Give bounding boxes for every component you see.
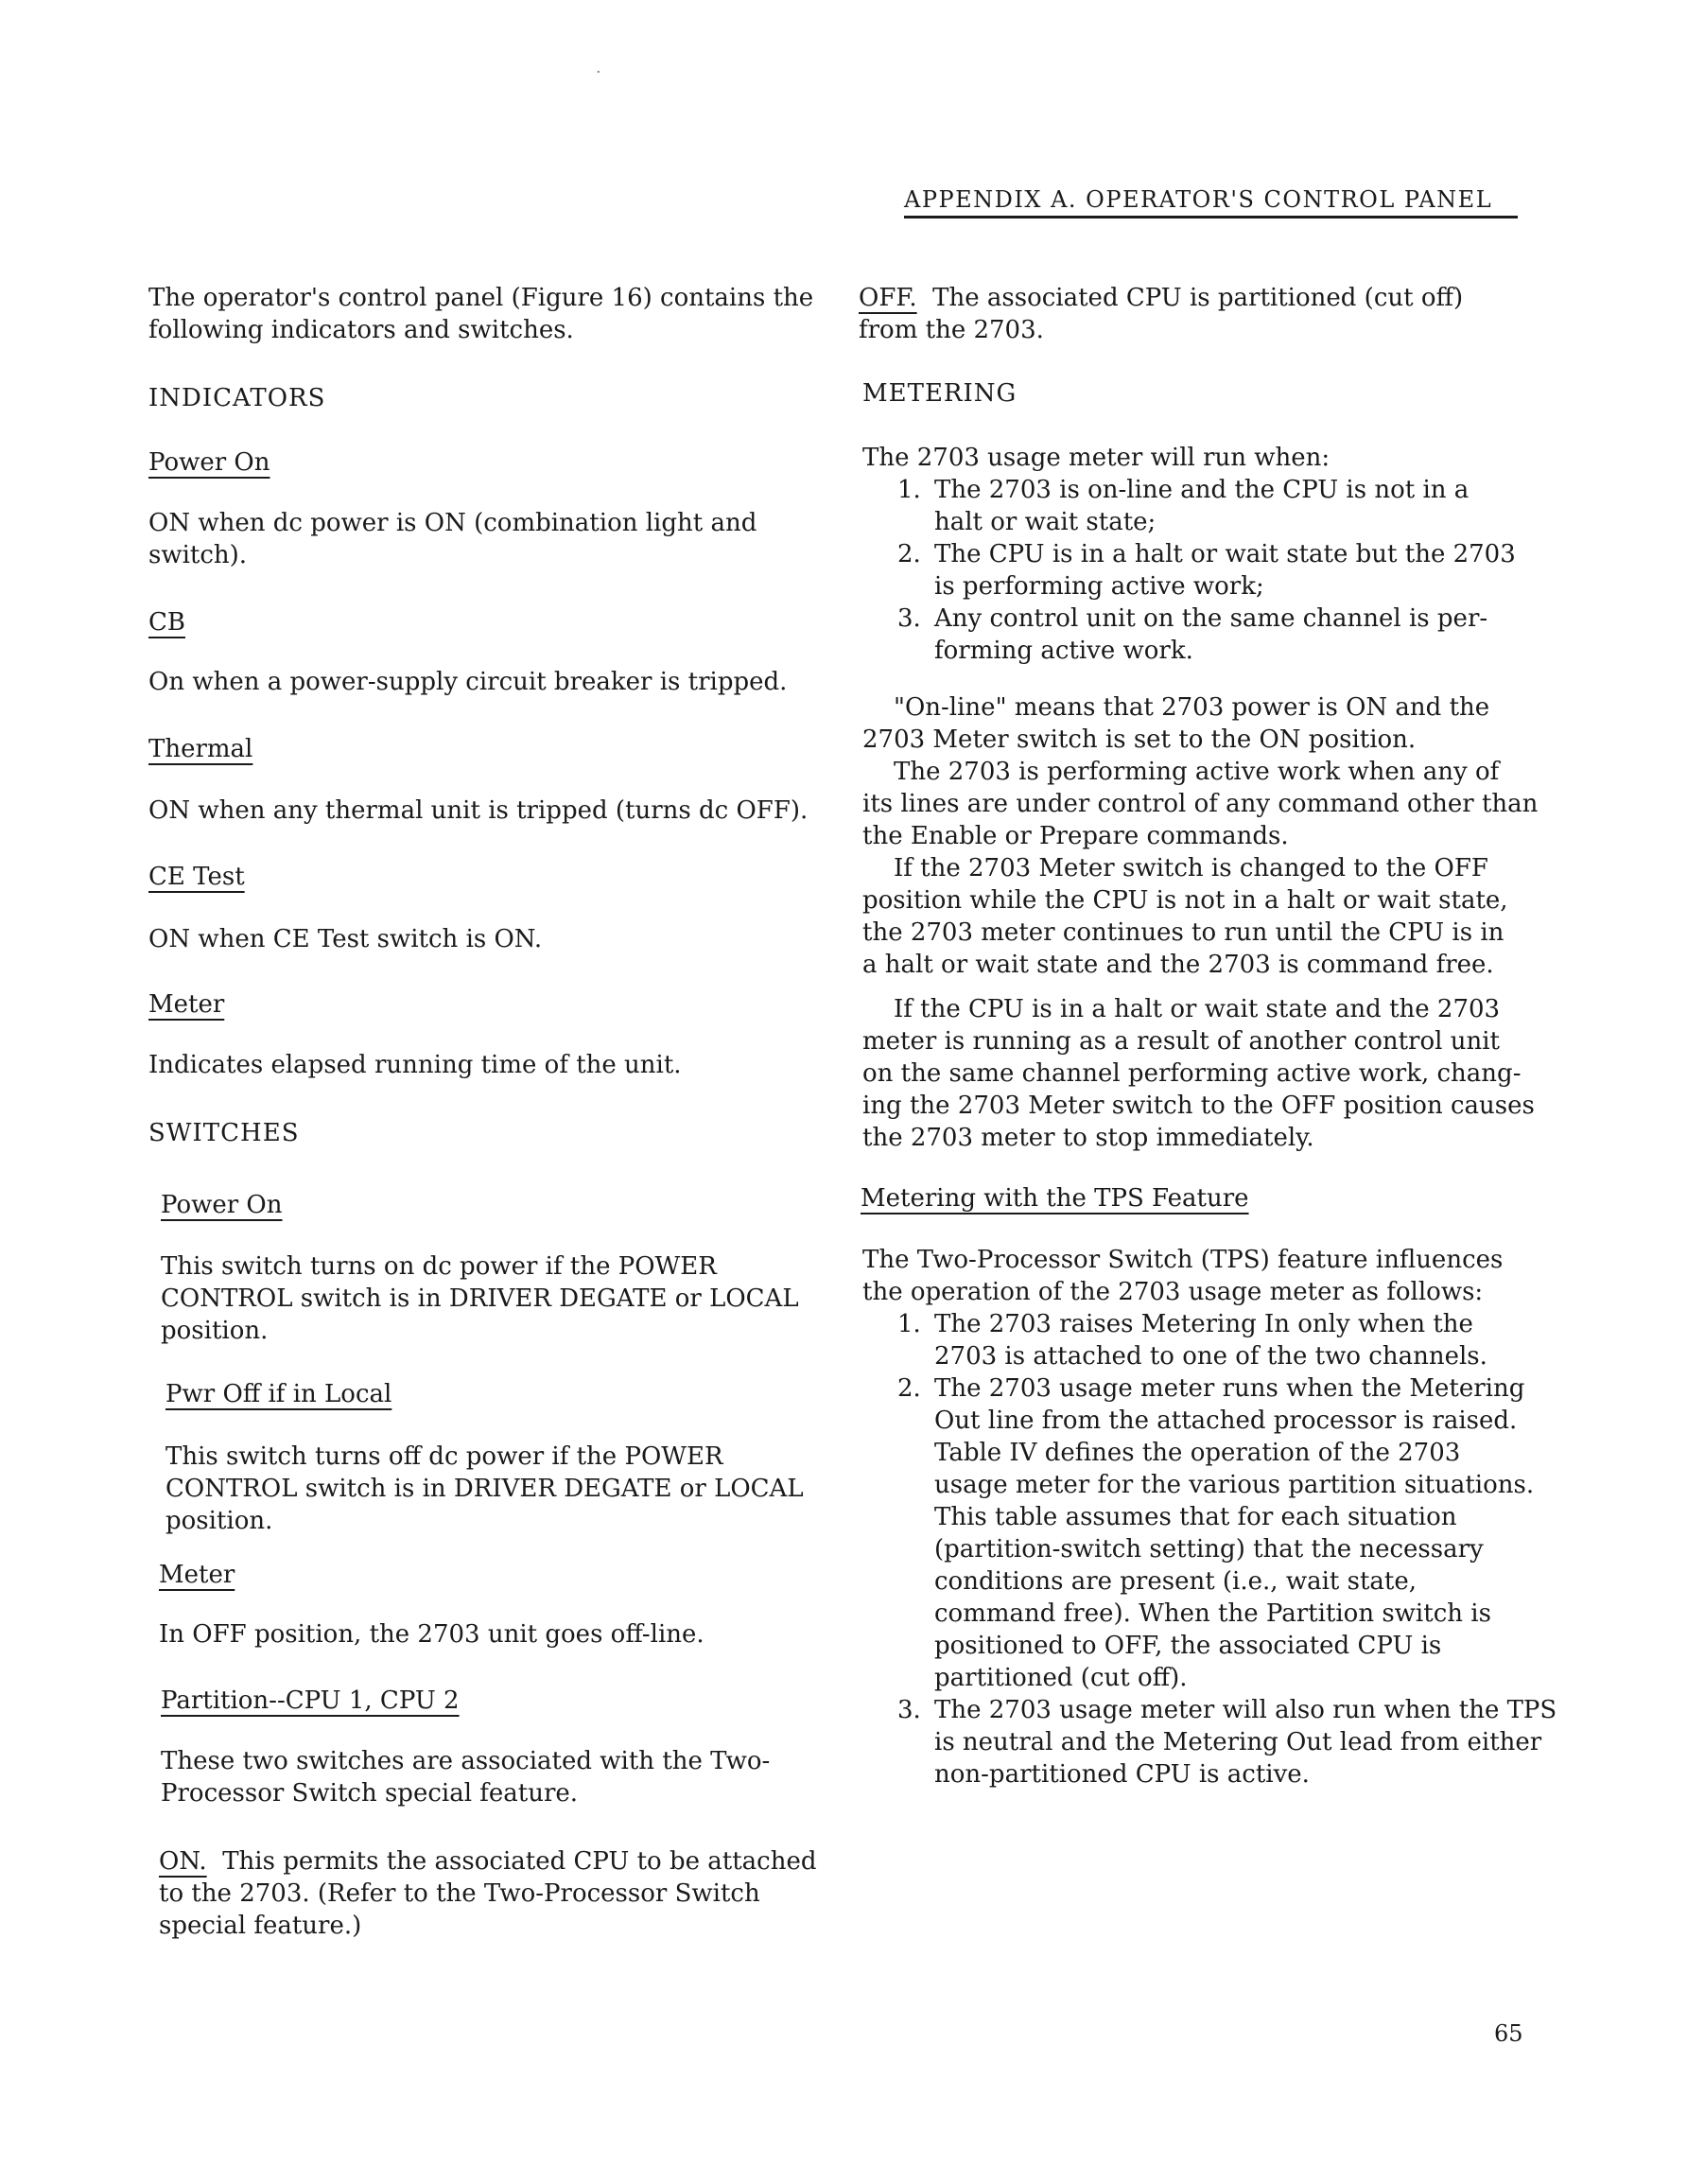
indicators-heading: INDICATORS [148, 384, 326, 412]
list-item: This table assumes that for each situation [934, 1503, 1457, 1531]
online-paragraph: the 2703 meter continues to run until the CPU is in [862, 918, 1504, 947]
off-text: from the 2703. [859, 316, 1044, 344]
power-on-text: ON when dc power is ON (combination light and [148, 509, 757, 537]
tps-intro: the operation of the 2703 usage meter as follows: [862, 1278, 1484, 1306]
list-num: 1. [897, 476, 921, 504]
list-item: Out line from the attached processor is raised. [934, 1406, 1518, 1435]
sw-power-on-text: CONTROL switch is in DRIVER DEGATE or LOCAL [161, 1284, 799, 1313]
list-item: usage meter for the various partition situations. [934, 1471, 1535, 1499]
meter-title: Meter [148, 990, 225, 1019]
meter-intro: The 2703 usage meter will run when: [862, 444, 1330, 472]
list-item: is performing active work; [934, 572, 1264, 601]
online-paragraph: a halt or wait state and the 2703 is command free. [862, 951, 1494, 979]
sw-power-on-text: This switch turns on dc power if the POWER [161, 1252, 717, 1281]
on-text: special feature.) [159, 1912, 362, 1940]
list-num: 2. [897, 1374, 921, 1403]
tps-intro: The Two-Processor Switch (TPS) feature influences [862, 1246, 1504, 1274]
thermal-text: ON when any thermal unit is tripped (turns dc OFF). [148, 796, 809, 825]
pwr-off-title: Pwr Off if in Local [165, 1380, 392, 1408]
intro-line: following indicators and switches. [148, 316, 574, 344]
online-paragraph: its lines are under control of any command other than [862, 790, 1539, 818]
appendix-header: APPENDIX A. OPERATOR'S CONTROL PANEL [904, 185, 1518, 218]
list-item: command free). When the Partition switch is [934, 1599, 1491, 1628]
halt-paragraph: the 2703 meter to stop immediately. [862, 1124, 1314, 1152]
meter-text: Indicates elapsed running time of the unit. [148, 1051, 682, 1079]
sw-power-on-title: Power On [161, 1191, 283, 1219]
off-text: The associated CPU is partitioned (cut off) [932, 284, 1464, 312]
sw-meter-text: In OFF position, the 2703 unit goes off-line. [159, 1620, 704, 1649]
list-item: The 2703 usage meter will also run when the TPS [934, 1696, 1557, 1724]
cb-title: CB [148, 608, 185, 637]
intro-line: The operator's control panel (Figure 16) contains the [148, 284, 814, 312]
on-label: ON. [159, 1847, 207, 1876]
list-item: 2703 is attached to one of the two channels. [934, 1342, 1487, 1371]
list-item: is neutral and the Metering Out lead from either [934, 1728, 1542, 1756]
list-item: forming active work. [934, 637, 1193, 665]
halt-paragraph: If the CPU is in a halt or wait state and the 2703 [894, 995, 1501, 1023]
page-number: 65 [1494, 2020, 1523, 2047]
switches-heading: SWITCHES [148, 1119, 300, 1147]
list-item: (partition-switch setting) that the necessary [934, 1535, 1484, 1564]
partition-title: Partition--CPU 1, CPU 2 [161, 1686, 460, 1715]
list-num: 1. [897, 1310, 921, 1338]
list-item: halt or wait state; [934, 508, 1157, 536]
list-num: 3. [897, 1696, 921, 1724]
tps-heading: Metering with the TPS Feature [861, 1184, 1249, 1213]
scan-mark: · [596, 62, 601, 82]
list-item: The 2703 raises Metering In only when the [934, 1310, 1473, 1338]
off-paragraph [859, 282, 1463, 314]
online-paragraph: the Enable or Prepare commands. [862, 822, 1289, 850]
pwr-off-text: This switch turns off dc power if the POWER [165, 1442, 723, 1471]
list-item: The 2703 usage meter runs when the Metering [934, 1374, 1525, 1403]
pwr-off-text: CONTROL switch is in DRIVER DEGATE or LOCAL [165, 1475, 804, 1503]
pwr-off-text: position. [165, 1507, 273, 1535]
sw-meter-title: Meter [159, 1561, 235, 1589]
halt-paragraph: meter is running as a result of another control unit [862, 1027, 1500, 1056]
halt-paragraph: on the same channel performing active work, chang- [862, 1059, 1522, 1088]
list-num: 2. [897, 540, 921, 568]
list-item: Any control unit on the same channel is per- [934, 604, 1488, 633]
list-item: conditions are present (i.e., wait state, [934, 1567, 1417, 1596]
list-item: The CPU is in a halt or wait state but the 2703 [934, 540, 1516, 568]
online-paragraph: If the 2703 Meter switch is changed to the OFF [894, 854, 1488, 882]
metering-heading: METERING [862, 379, 1017, 408]
ce-test-text: ON when CE Test switch is ON. [148, 925, 543, 953]
online-paragraph: The 2703 is performing active work when any of [894, 758, 1500, 786]
online-paragraph: 2703 Meter switch is set to the ON position. [862, 725, 1417, 754]
thermal-title: Thermal [148, 735, 253, 763]
power-on-text: switch). [148, 541, 248, 569]
on-paragraph [159, 1845, 817, 1878]
halt-paragraph: ing the 2703 Meter switch to the OFF position causes [862, 1092, 1535, 1120]
cb-text: On when a power-supply circuit breaker is tripped. [148, 668, 788, 696]
list-num: 3. [897, 604, 921, 633]
sw-power-on-text: position. [161, 1317, 269, 1345]
online-paragraph: "On-line" means that 2703 power is ON and the [894, 693, 1490, 722]
power-on-title: Power On [148, 448, 270, 477]
list-item: non-partitioned CPU is active. [934, 1760, 1310, 1789]
partition-text: Processor Switch special feature. [161, 1779, 579, 1808]
on-text: to the 2703. (Refer to the Two-Processor Switch [159, 1879, 760, 1908]
list-item: The 2703 is on-line and the CPU is not in a [934, 476, 1470, 504]
list-item: positioned to OFF, the associated CPU is [934, 1632, 1442, 1660]
off-label: OFF. [859, 284, 917, 312]
list-item: Table IV defines the operation of the 2703 [934, 1439, 1461, 1467]
list-item: partitioned (cut off). [934, 1664, 1188, 1692]
partition-text: These two switches are associated with the Two- [161, 1747, 771, 1775]
ce-test-title: CE Test [148, 863, 245, 891]
on-text: This permits the associated CPU to be attached [222, 1847, 817, 1876]
online-paragraph: position while the CPU is not in a halt or wait state, [862, 886, 1508, 915]
